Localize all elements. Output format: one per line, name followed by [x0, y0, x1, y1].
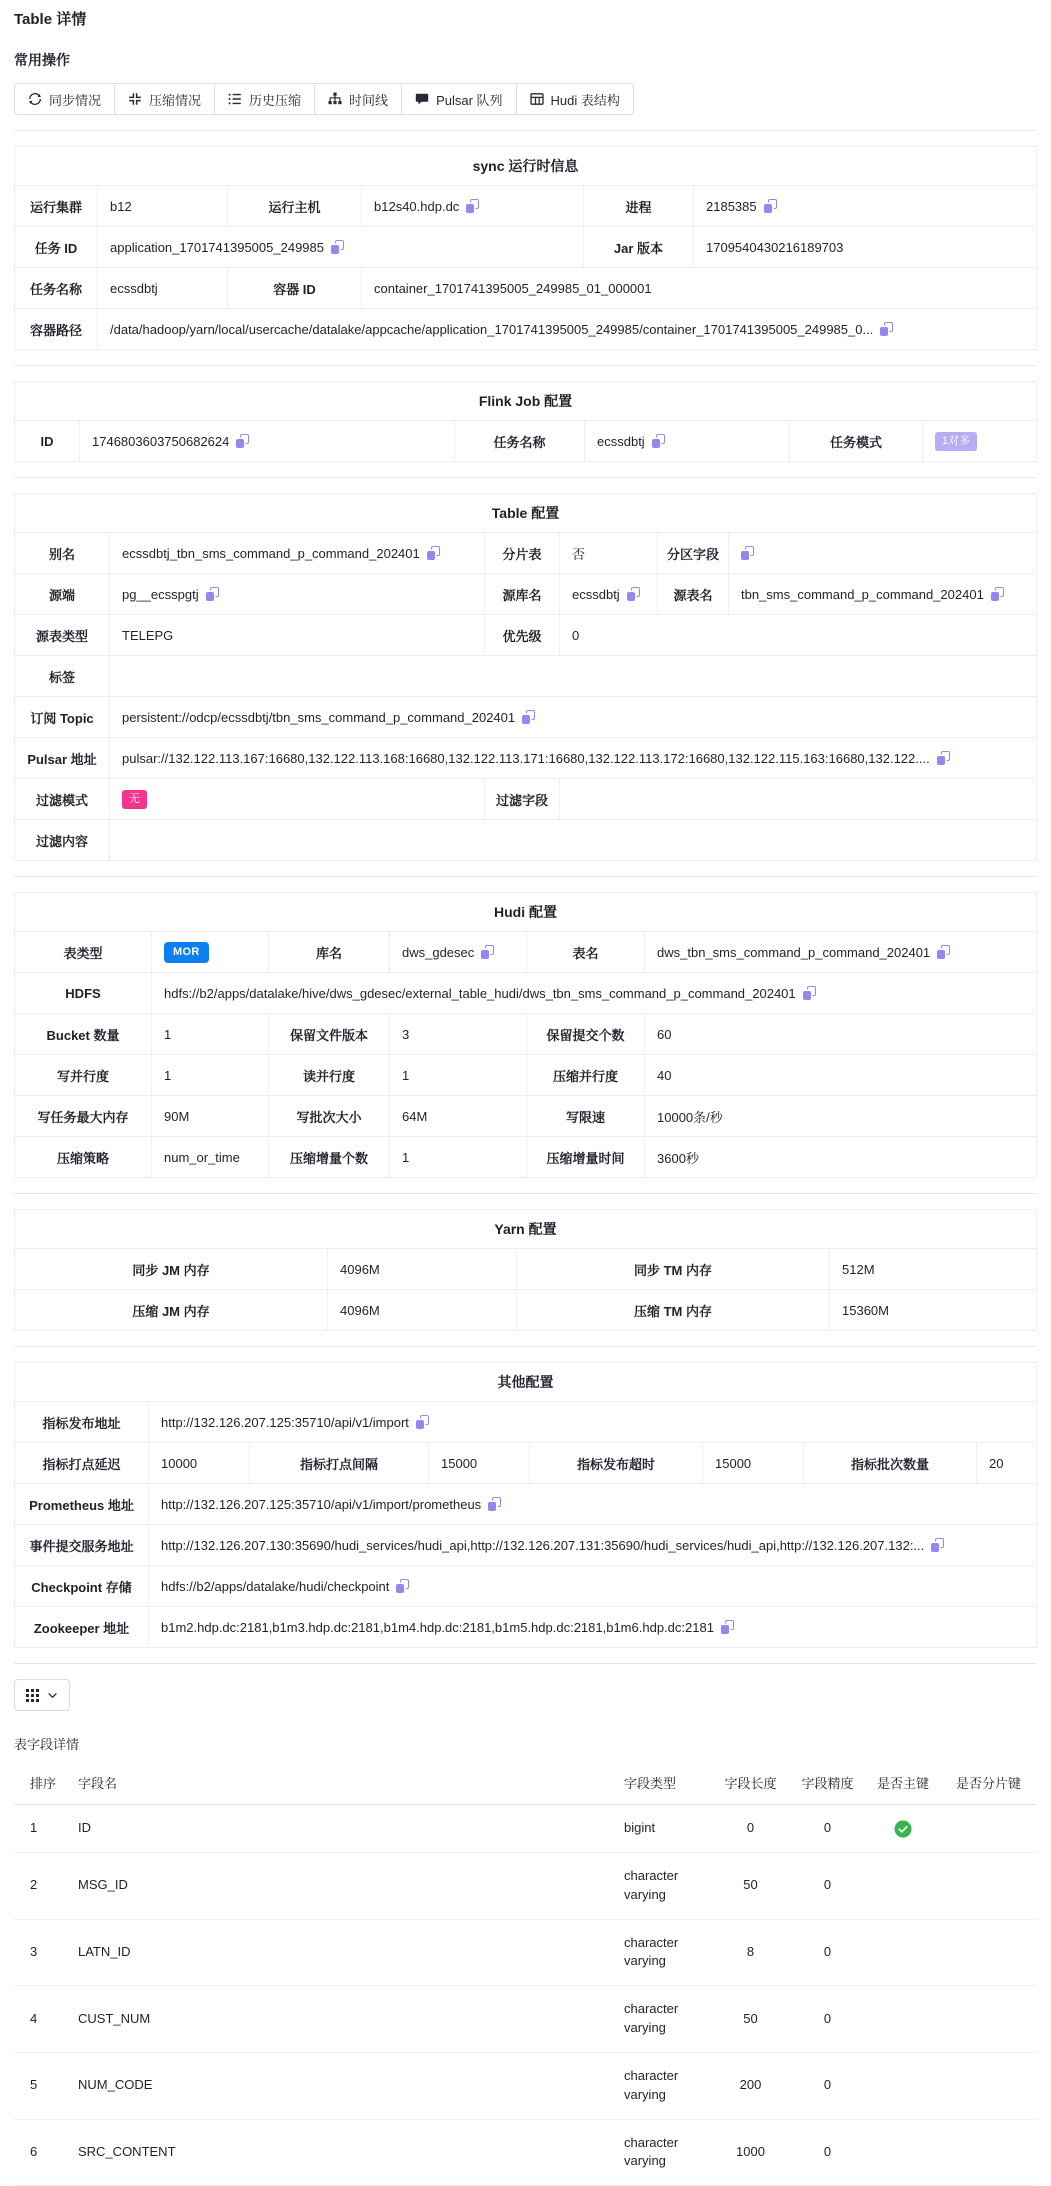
copy-icon[interactable]: [627, 587, 640, 601]
col-field-length: 字段长度: [712, 1763, 789, 1805]
compact-jm-label: 压缩 JM 内存: [15, 1290, 328, 1331]
field-type: character varying: [608, 1919, 712, 1986]
field-type: character varying: [608, 1986, 712, 2053]
read-parallelism-value: [390, 1055, 527, 1096]
copy-icon[interactable]: [803, 986, 816, 1000]
value-text: 3: [402, 1026, 410, 1042]
value-text: 10000: [161, 1455, 198, 1471]
sync-process-value: [694, 186, 1037, 227]
hudi-config-table: [14, 892, 1037, 1178]
value-text: TELEPG: [122, 627, 174, 643]
copy-icon[interactable]: [764, 199, 777, 213]
value-text: 1: [402, 1149, 410, 1165]
history-list-icon: [228, 92, 242, 106]
value-text: http://132.126.207.130:35690/hudi_services/hudi_api,http://132.126.207.131:35690/hudi_services/hudi_api,http://132.126.207.132:...: [161, 1537, 925, 1553]
copy-icon[interactable]: [206, 587, 219, 601]
value-text: 1709540430216189703: [706, 239, 844, 255]
value-text: num_or_time: [164, 1149, 240, 1165]
write-batch-size-label: 写批次大小: [269, 1096, 390, 1137]
field-precision: 0: [789, 2052, 866, 2119]
fields-section-title: 表字段详情: [14, 1737, 80, 1752]
filter-mode-label: 过滤模式: [15, 779, 110, 820]
compaction-status-button[interactable]: [115, 83, 215, 115]
sharded-value: [560, 533, 658, 574]
checkpoint-label: Checkpoint 存储: [15, 1566, 149, 1607]
hudi-table-type-value: [152, 932, 269, 973]
compact-tm-value: [830, 1290, 1037, 1331]
hudi-table-type-label: 表类型: [15, 932, 152, 973]
flink-id-label: ID: [15, 421, 80, 462]
value-text: b1m2.hdp.dc:2181,b1m3.hdp.dc:2181,b1m4.hdp.dc:2181,b1m5.hdp.dc:2181,b1m6.hdp.dc:2181: [161, 1619, 714, 1635]
copy-icon[interactable]: [236, 434, 249, 448]
filter-content-label: 过滤内容: [15, 820, 110, 861]
source-table-type-value: [110, 615, 485, 656]
copy-icon[interactable]: [331, 240, 344, 254]
col-field-type: 字段类型: [608, 1763, 712, 1805]
metric-batch-value: [977, 1443, 1037, 1484]
value-text: b12s40.hdp.dc: [374, 198, 460, 214]
table-type-badge: MOR: [164, 942, 209, 963]
value-text: 15360M: [842, 1302, 889, 1318]
field-name: LATN_ID: [62, 1919, 608, 1986]
bucket-num-label: Bucket 数量: [15, 1014, 152, 1055]
field-precision: 0: [789, 1919, 866, 1986]
value-text: http://132.126.207.125:35710/api/v1/import: [161, 1414, 409, 1430]
metric-timeout-label: 指标发布超时: [530, 1443, 703, 1484]
value-text: 20: [989, 1455, 1004, 1471]
copy-icon[interactable]: [396, 1579, 409, 1593]
table-fields-table: [14, 1763, 1037, 2186]
value-text: 3600秒: [657, 1150, 699, 1166]
col-order: 排序: [14, 1763, 62, 1805]
copy-icon[interactable]: [466, 199, 479, 213]
sync-host-label: 运行主机: [228, 186, 362, 227]
sync-status-button[interactable]: [14, 83, 115, 115]
field-order: 6: [14, 2119, 62, 2186]
field-length: 0: [712, 1805, 789, 1853]
sync-task-id-value: [98, 227, 584, 268]
copy-icon[interactable]: [427, 546, 440, 560]
col-field-precision: 字段精度: [789, 1763, 866, 1805]
metric-addr-label: 指标发布地址: [15, 1402, 149, 1443]
sync-jar-version-label: Jar 版本: [584, 227, 694, 268]
sync-tm-label: 同步 TM 内存: [517, 1249, 830, 1290]
table-row: [14, 1805, 1037, 1853]
field-order: 1: [14, 1805, 62, 1853]
alias-value: [110, 533, 485, 574]
primary-key-check-icon: [894, 1820, 912, 1838]
field-is-shard-key: [940, 2052, 1037, 2119]
table-row: [14, 1986, 1037, 2053]
metric-batch-label: 指标批次数量: [804, 1443, 977, 1484]
flink-job-table: [14, 381, 1037, 462]
file-versions-value: [390, 1014, 527, 1055]
metric-delay-value: [149, 1443, 250, 1484]
value-text: 15000: [441, 1455, 478, 1471]
flink-task-name-value: [585, 421, 790, 462]
fields-header-row: [14, 1763, 1037, 1805]
button-label: 同步情况: [49, 92, 102, 108]
source-table-type-label: 源表类型: [15, 615, 110, 656]
field-is-primary: [866, 1986, 940, 2053]
value-text: 1: [164, 1067, 172, 1083]
field-length: 200: [712, 2052, 789, 2119]
field-name: NUM_CODE: [62, 2052, 608, 2119]
priority-value: [560, 615, 1037, 656]
field-is-primary: [866, 2119, 940, 2186]
field-name: SRC_CONTENT: [62, 2119, 608, 2186]
hudi-db-name-label: 库名: [269, 932, 390, 973]
sync-jm-label: 同步 JM 内存: [15, 1249, 328, 1290]
field-type: bigint: [608, 1805, 712, 1853]
section-divider: [14, 1346, 1037, 1347]
compact-delta-commits-label: 压缩增量个数: [269, 1137, 390, 1178]
compress-icon: [128, 92, 142, 106]
source-db-value: [560, 574, 658, 615]
copy-icon[interactable]: [416, 1415, 429, 1429]
priority-label: 优先级: [485, 615, 560, 656]
copy-icon[interactable]: [937, 945, 950, 959]
field-is-shard-key: [940, 2119, 1037, 2186]
common-ops-toolbar: [14, 83, 634, 115]
pulsar-addr-value: [110, 738, 1037, 779]
value-text: hdfs://b2/apps/datalake/hudi/checkpoint: [161, 1578, 390, 1594]
copy-icon[interactable]: [880, 322, 893, 336]
source-table-label: 源表名: [658, 574, 729, 615]
section-divider: [14, 130, 1037, 131]
commits-kept-label: 保留提交个数: [527, 1014, 645, 1055]
sync-icon: [28, 92, 42, 106]
sync-container-id-value: [362, 268, 1037, 309]
compact-strategy-value: [152, 1137, 269, 1178]
table-row: [14, 1919, 1037, 1986]
value-text: ecssdbtj: [572, 586, 620, 602]
field-is-primary: [866, 2052, 940, 2119]
value-text: b12: [110, 198, 132, 214]
metric-timeout-value: [703, 1443, 804, 1484]
value-text: hdfs://b2/apps/datalake/hive/dws_gdesec/external_table_hudi/dws_tbn_sms_command_p_command_202401: [164, 985, 796, 1001]
partition-field-value: [729, 533, 1037, 574]
section-divider: [14, 365, 1037, 366]
copy-icon[interactable]: [931, 1538, 944, 1552]
compact-jm-value: [328, 1290, 517, 1331]
history-compaction-button[interactable]: [215, 83, 315, 115]
button-label: 压缩情况: [149, 92, 202, 108]
prometheus-value: [149, 1484, 1037, 1525]
field-length: 50: [712, 1852, 789, 1919]
metric-addr-value: [149, 1402, 1037, 1443]
sync-jar-version-value: [694, 227, 1037, 268]
sync-task-name-value: [98, 268, 228, 309]
compact-parallelism-value: [645, 1055, 1037, 1096]
section-divider: [14, 876, 1037, 877]
flink-task-mode-label: 任务模式: [790, 421, 923, 462]
value-text: application_1701741395005_249985: [110, 239, 324, 255]
table-config-table: [14, 493, 1037, 861]
metric-delay-label: 指标打点延迟: [15, 1443, 149, 1484]
write-rate-limit-label: 写限速: [527, 1096, 645, 1137]
field-is-shard-key: [940, 1805, 1037, 1853]
field-precision: 0: [789, 1805, 866, 1853]
sharded-label: 分片表: [485, 533, 560, 574]
filter-field-value: [560, 779, 1037, 820]
write-max-mem-value: [152, 1096, 269, 1137]
field-is-primary: [866, 1919, 940, 1986]
section-divider: [14, 1663, 1037, 1664]
section-title: Table 配置: [15, 494, 1037, 533]
field-order: 3: [14, 1919, 62, 1986]
checkpoint-value: [149, 1566, 1037, 1607]
source-db-label: 源库名: [485, 574, 560, 615]
read-parallelism-label: 读并行度: [269, 1055, 390, 1096]
metric-interval-value: [429, 1443, 530, 1484]
copy-icon[interactable]: [488, 1497, 501, 1511]
section-title: Hudi 配置: [15, 893, 1037, 932]
pulsar-queue-button[interactable]: [402, 83, 516, 115]
table-row: [14, 2119, 1037, 2186]
field-precision: 0: [789, 1852, 866, 1919]
write-batch-size-value: [390, 1096, 527, 1137]
value-text: dws_tbn_sms_command_p_command_202401: [657, 944, 931, 960]
value-text: ecssdbtj: [597, 433, 645, 449]
sync-runtime-table: [14, 146, 1037, 350]
value-text: 2185385: [706, 198, 757, 214]
col-is-shard-key: 是否分片键: [940, 1763, 1037, 1805]
value-text: 64M: [402, 1108, 428, 1124]
sync-tm-value: [830, 1249, 1037, 1290]
page-title: Table 详情: [14, 11, 87, 28]
copy-icon[interactable]: [937, 751, 950, 765]
copy-icon[interactable]: [522, 710, 535, 724]
field-is-shard-key: [940, 1986, 1037, 2053]
hudi-table-name-label: 表名: [527, 932, 645, 973]
sync-cluster-value: [98, 186, 228, 227]
value-text: 4096M: [340, 1261, 380, 1277]
copy-icon[interactable]: [991, 587, 1004, 601]
source-table-value: [729, 574, 1037, 615]
pulsar-addr-label: Pulsar 地址: [15, 738, 110, 779]
field-is-shard-key: [940, 1919, 1037, 1986]
zookeeper-value: [149, 1607, 1037, 1648]
section-divider: [14, 1193, 1037, 1194]
value-text: 40: [657, 1067, 672, 1083]
copy-icon[interactable]: [741, 546, 754, 560]
value-text: 60: [657, 1026, 672, 1042]
sync-jm-value: [328, 1249, 517, 1290]
field-name: CUST_NUM: [62, 1986, 608, 2053]
field-length: 1000: [712, 2119, 789, 2186]
common-ops-title: 常用操作: [14, 52, 70, 68]
field-precision: 0: [789, 2119, 866, 2186]
file-versions-label: 保留文件版本: [269, 1014, 390, 1055]
timeline-icon: [328, 92, 342, 106]
value-text: 90M: [164, 1108, 190, 1124]
value-text: pulsar://132.122.113.167:16680,132.122.113.168:16680,132.122.113.171:16680,132.122.113.172:16680,132.122.115.163:16680,132.122....: [122, 750, 930, 766]
sync-container-path-label: 容器路径: [15, 309, 98, 350]
table-row: [14, 1852, 1037, 1919]
hudi-db-name-value: [390, 932, 527, 973]
value-text: 1: [402, 1067, 410, 1083]
value-text: 10000条/秒: [657, 1109, 723, 1125]
hudi-hdfs-value: [152, 973, 1037, 1014]
compact-parallelism-label: 压缩并行度: [527, 1055, 645, 1096]
field-precision: 0: [789, 1986, 866, 2053]
chevron-down-icon: [47, 1690, 58, 1701]
tags-label: 标签: [15, 656, 110, 697]
sync-container-path-value: [98, 309, 1037, 350]
zookeeper-label: Zookeeper 地址: [15, 1607, 149, 1648]
button-label: 时间线: [349, 92, 389, 108]
hudi-schema-icon: [530, 92, 544, 106]
compact-delta-time-value: [645, 1137, 1037, 1178]
button-label: 历史压缩: [249, 92, 302, 108]
field-is-primary: [866, 1805, 940, 1853]
write-rate-limit-value: [645, 1096, 1037, 1137]
write-parallelism-label: 写并行度: [15, 1055, 152, 1096]
column-settings-dropdown-button[interactable]: [14, 1679, 70, 1711]
flink-id-value: [80, 421, 455, 462]
prometheus-label: Prometheus 地址: [15, 1484, 149, 1525]
yarn-config-table: [14, 1209, 1037, 1331]
value-text: 1746803603750682624: [92, 433, 230, 449]
grid-icon: [26, 1689, 39, 1702]
topic-label: 订阅 Topic: [15, 697, 110, 738]
tags-value: [110, 656, 1037, 697]
value-text: 否: [572, 546, 586, 562]
section-title: Yarn 配置: [15, 1210, 1037, 1249]
hudi-hdfs-label: HDFS: [15, 973, 152, 1014]
compact-strategy-label: 压缩策略: [15, 1137, 152, 1178]
copy-icon[interactable]: [652, 434, 665, 448]
filter-mode-value: [110, 779, 485, 820]
write-max-mem-label: 写任务最大内存: [15, 1096, 152, 1137]
timeline-button[interactable]: [315, 83, 402, 115]
filter-mode-badge: 无: [122, 790, 147, 809]
field-name: MSG_ID: [62, 1852, 608, 1919]
section-divider: [14, 477, 1037, 478]
field-type: character varying: [608, 2052, 712, 2119]
partition-field-label: 分区字段: [658, 533, 729, 574]
col-field-name: 字段名: [62, 1763, 608, 1805]
value-text: 15000: [715, 1455, 752, 1471]
compact-tm-label: 压缩 TM 内存: [517, 1290, 830, 1331]
event-service-label: 事件提交服务地址: [15, 1525, 149, 1566]
sync-cluster-label: 运行集群: [15, 186, 98, 227]
value-text: ecssdbtj: [110, 280, 158, 296]
field-name: ID: [62, 1805, 608, 1853]
flink-task-name-label: 任务名称: [455, 421, 585, 462]
field-order: 4: [14, 1986, 62, 2053]
value-text: ecssdbtj_tbn_sms_command_p_command_202401: [122, 545, 420, 561]
copy-icon[interactable]: [481, 945, 494, 959]
filter-field-label: 过滤字段: [485, 779, 560, 820]
copy-icon[interactable]: [721, 1620, 734, 1634]
event-service-value: [149, 1525, 1037, 1566]
sync-process-label: 进程: [584, 186, 694, 227]
value-text: container_1701741395005_249985_01_000001: [374, 280, 652, 296]
value-text: 1: [164, 1026, 172, 1042]
task-mode-badge: 1对多: [935, 432, 977, 451]
bucket-num-value: [152, 1014, 269, 1055]
value-text: 512M: [842, 1261, 875, 1277]
section-title: Flink Job 配置: [15, 382, 1037, 421]
field-order: 5: [14, 2052, 62, 2119]
commits-kept-value: [645, 1014, 1037, 1055]
sync-task-name-label: 任务名称: [15, 268, 98, 309]
value-text: /data/hadoop/yarn/local/usercache/datalake/appcache/application_1701741395005_249985/container_1701741395005_249985_0...: [110, 321, 874, 337]
value-text: dws_gdesec: [402, 944, 475, 960]
col-is-primary: 是否主键: [866, 1763, 940, 1805]
filter-content-value: [110, 820, 1037, 861]
value-text: tbn_sms_command_p_command_202401: [741, 586, 984, 602]
button-label: Hudi 表结构: [550, 92, 620, 108]
button-label: Pulsar 队列: [436, 92, 503, 108]
section-title: 其他配置: [15, 1363, 1037, 1402]
alias-label: 别名: [15, 533, 110, 574]
source-value: [110, 574, 485, 615]
hudi-table-name-value: [645, 932, 1037, 973]
topic-value: [110, 697, 1037, 738]
field-type: character varying: [608, 1852, 712, 1919]
metric-interval-label: 指标打点间隔: [250, 1443, 429, 1484]
other-config-table: [14, 1362, 1037, 1648]
write-parallelism-value: [152, 1055, 269, 1096]
pulsar-queue-icon: [415, 92, 429, 106]
field-type: character varying: [608, 2119, 712, 2186]
sync-host-value: [362, 186, 584, 227]
field-is-primary: [866, 1852, 940, 1919]
field-order: 2: [14, 1852, 62, 1919]
value-text: 0: [572, 627, 580, 643]
value-text: http://132.126.207.125:35710/api/v1/import/prometheus: [161, 1496, 482, 1512]
table-row: [14, 2052, 1037, 2119]
value-text: pg__ecsspgtj: [122, 586, 199, 602]
sync-task-id-label: 任务 ID: [15, 227, 98, 268]
hudi-schema-button[interactable]: [517, 83, 634, 115]
field-length: 50: [712, 1986, 789, 2053]
flink-task-mode-value: [923, 421, 1037, 462]
source-label: 源端: [15, 574, 110, 615]
section-title: sync 运行时信息: [15, 147, 1037, 186]
value-text: 4096M: [340, 1302, 380, 1318]
field-is-shard-key: [940, 1852, 1037, 1919]
field-length: 8: [712, 1919, 789, 1986]
value-text: persistent://odcp/ecssdbtj/tbn_sms_command_p_command_202401: [122, 709, 516, 725]
sync-container-id-label: 容器 ID: [228, 268, 362, 309]
compact-delta-commits-value: [390, 1137, 527, 1178]
compact-delta-time-label: 压缩增量时间: [527, 1137, 645, 1178]
